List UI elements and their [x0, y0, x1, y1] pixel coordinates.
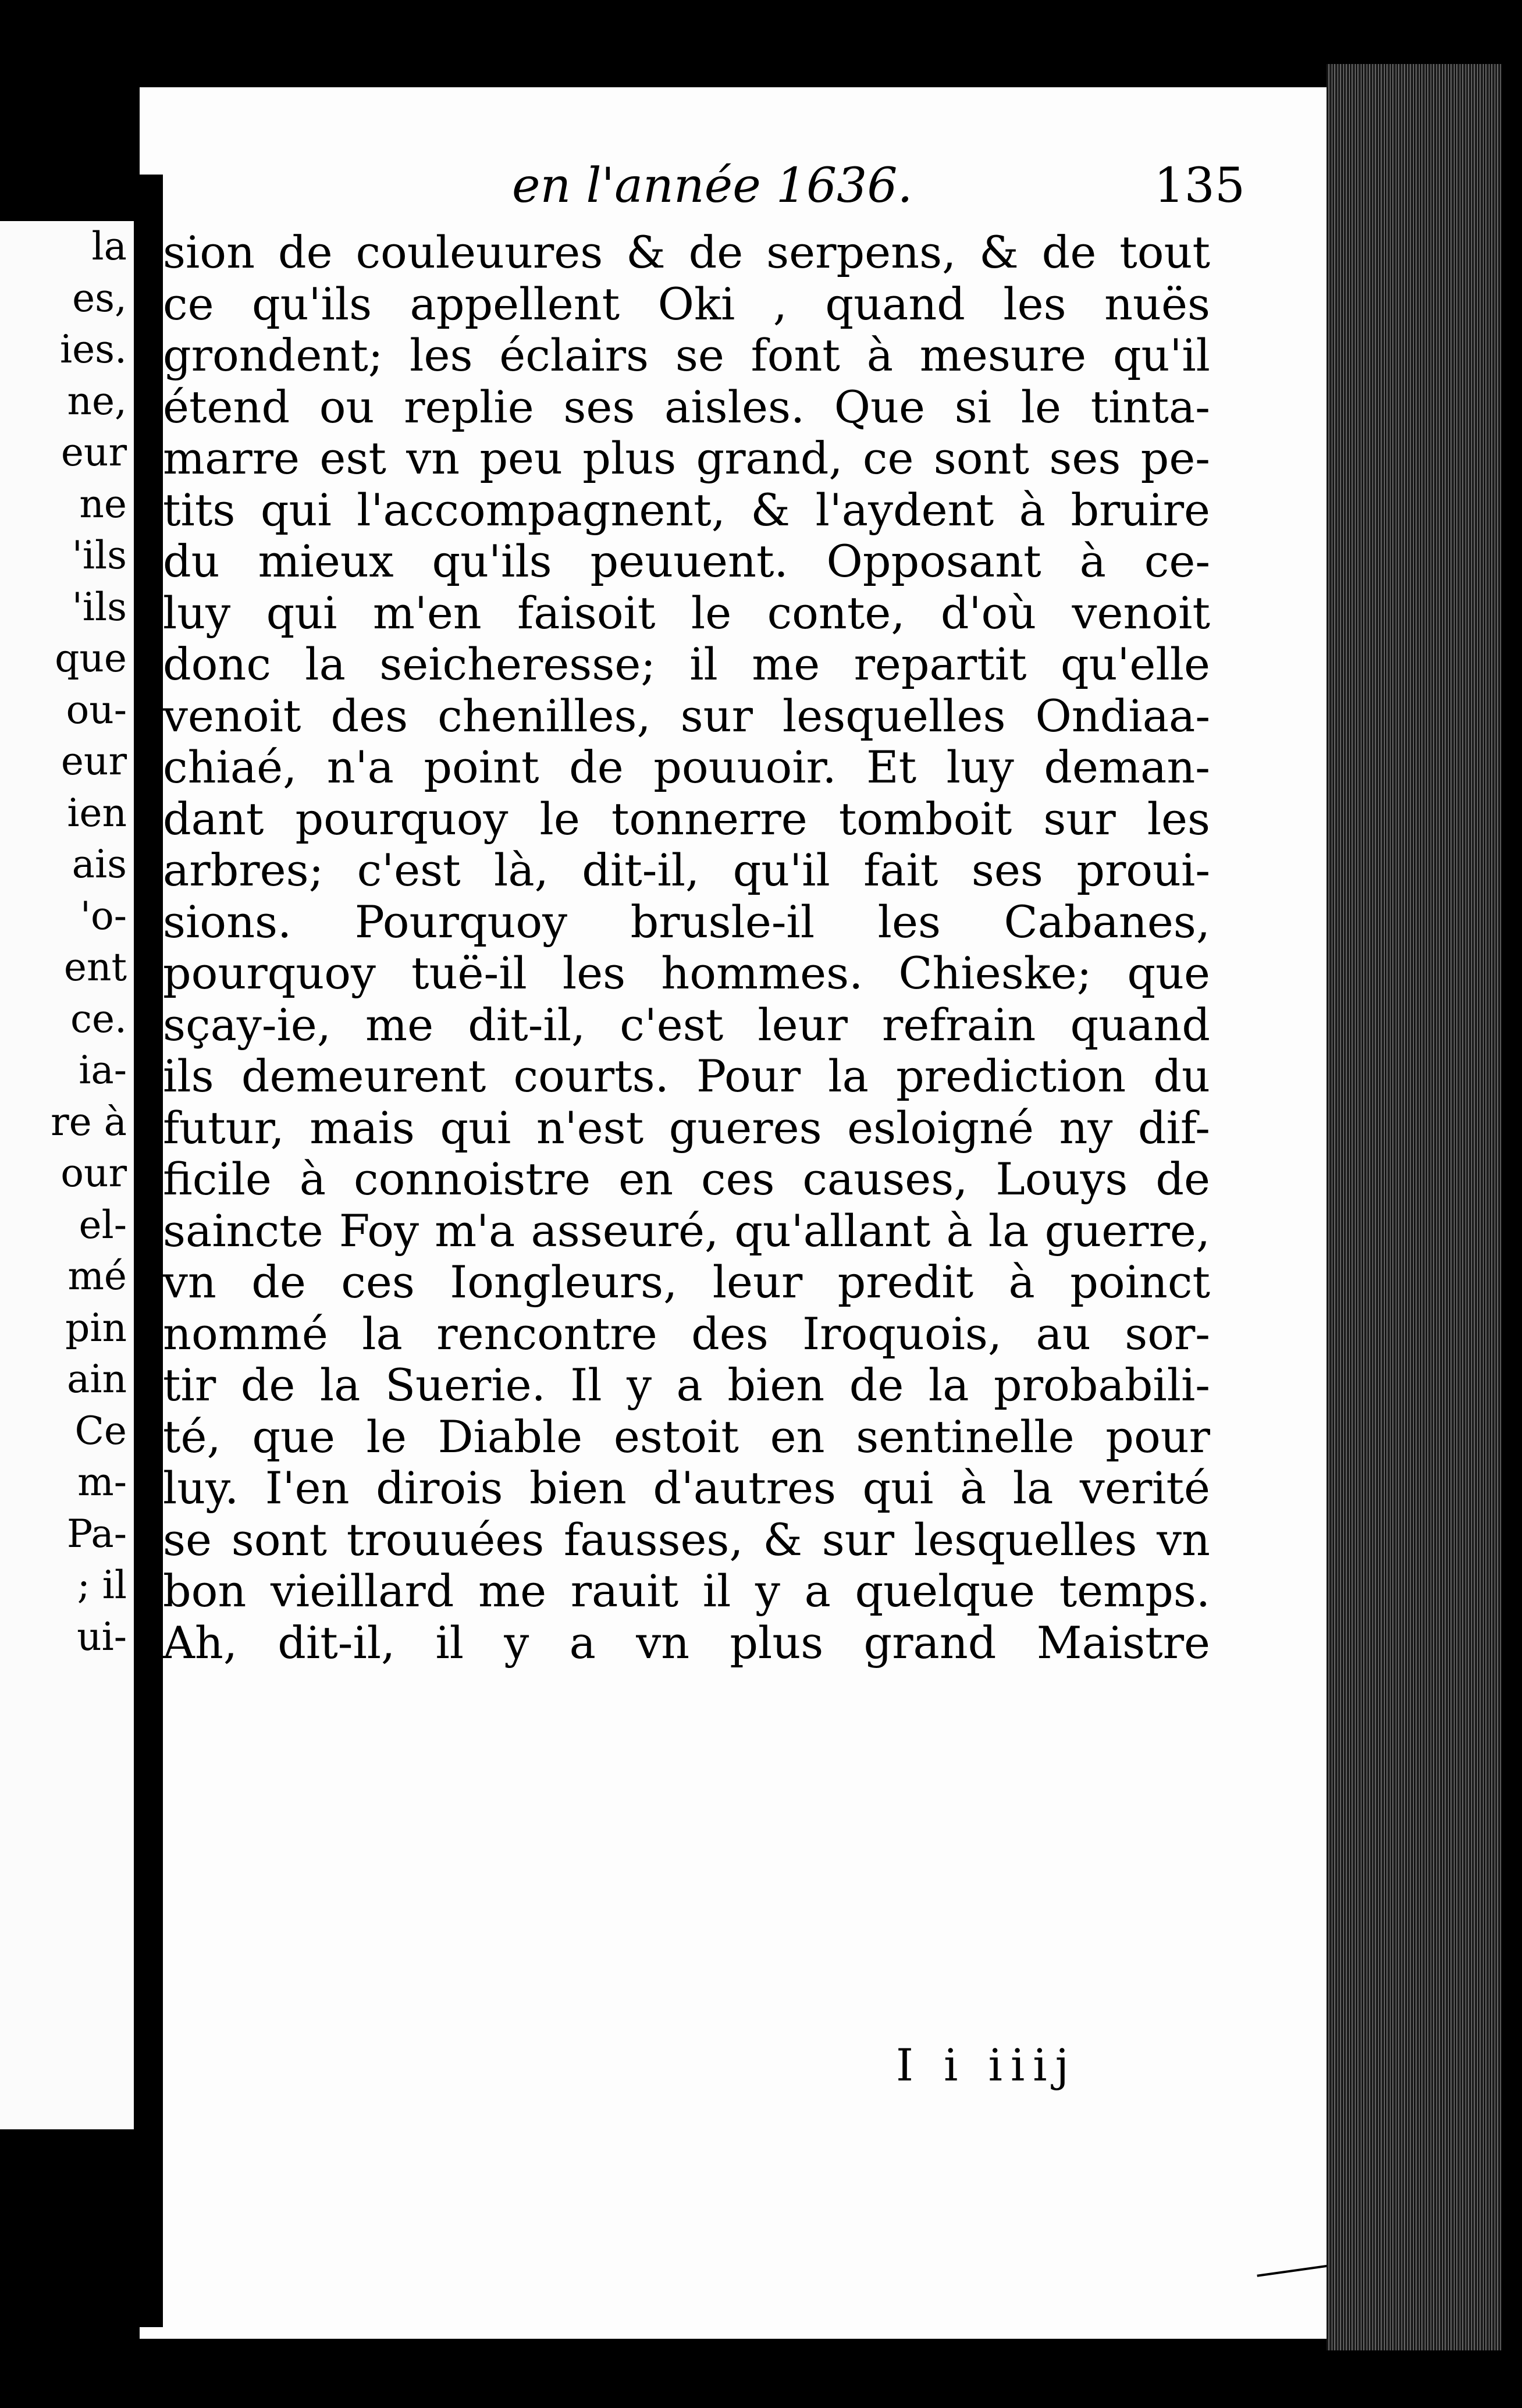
left-page-fragment: eur [61, 739, 127, 784]
left-page-fragment: es, [72, 275, 127, 321]
left-page-fragment: ia- [79, 1048, 127, 1093]
left-page-fragment: ais [72, 842, 127, 887]
text-line: luy qui m'en faisoit le conte, d'où venoit [163, 586, 1210, 639]
left-page-fragment: 'ils [72, 584, 127, 629]
text-line: tir de la Suerie. Il y a bien de la probabili- [163, 1359, 1210, 1411]
text-line: sçay-ie, me dit-il, c'est leur refrain quand [163, 998, 1210, 1051]
left-page-fragment: eur [61, 430, 127, 475]
text-line: se sont trouuées fausses, & sur lesquelles vn [163, 1513, 1210, 1566]
left-page-fragment: ; il [77, 1563, 127, 1607]
left-page-fragment: la [91, 224, 127, 269]
text-line: grondent; les éclairs se font à mesure qu'il [163, 329, 1210, 381]
text-line: luy. I'en dirois bien d'autres qui à la verité [163, 1462, 1210, 1514]
left-page-fragment: 'o- [80, 893, 127, 938]
text-line: Ah, dit-il, il y a vn plus grand Maistre [163, 1616, 1210, 1669]
text-line: sions. Pourquoy brusle-il les Cabanes, [163, 895, 1210, 948]
left-page-fragment: ou- [66, 687, 127, 732]
text-line: ce qu'ils appellent Oki , quand les nuës [163, 278, 1210, 330]
text-line: venoit des chenilles, sur lesquelles Ondiaa- [163, 689, 1210, 742]
text-line: futur, mais qui n'est gueres esloigné ny dif- [163, 1101, 1210, 1154]
text-line: pourquoy tuë-il les hommes. Chieske; que [163, 947, 1210, 999]
text-line: nommé la rencontre des Iroquois, au sor- [163, 1307, 1210, 1360]
binding-shadow [140, 175, 163, 2327]
left-page-fragment: ent [63, 945, 127, 990]
text-line: bon vieillard me rauit il y a quelque temps. [163, 1565, 1210, 1617]
text-line: marre est vn peu plus grand, ce sont ses pe- [163, 432, 1210, 484]
left-page-line-endings [51, 221, 127, 1663]
left-page-fragment: que [55, 636, 127, 681]
left-page-fragment: ies. [59, 327, 127, 372]
left-page-fragment: Ce [74, 1408, 127, 1453]
left-page-fragment: Pa- [66, 1511, 127, 1556]
left-page-fragment: 'ils [72, 533, 127, 578]
text-line: tits qui l'accompagnent, & l'aydent à bruire [163, 483, 1210, 536]
body-text [163, 227, 1210, 1669]
text-line: donc la seicheresse; il me repartit qu'elle [163, 638, 1210, 690]
book-page [140, 87, 1327, 2339]
signature-mark: I i iiij [896, 2039, 1078, 2091]
text-line: arbres; c'est là, dit-il, qu'il fait ses proui- [163, 844, 1210, 896]
text-line: té, que le Diable estoit en sentinelle pour [163, 1410, 1210, 1463]
text-line: du mieux qu'ils peuuent. Opposant à ce- [163, 535, 1210, 587]
left-page-fragment: mé [67, 1254, 127, 1299]
text-line: ficile à connoistre en ces causes, Louys de [163, 1153, 1210, 1205]
text-line: chiaé, n'a point de pouuoir. Et luy deman- [163, 741, 1210, 793]
text-line: saincte Foy m'a asseuré, qu'allant à la guerre, [163, 1204, 1210, 1257]
text-line: vn de ces Iongleurs, leur predit à poinct [163, 1256, 1210, 1308]
page-number: 135 [1154, 158, 1245, 214]
left-page-fragment: re à [51, 1099, 127, 1144]
left-page-fragment: our [61, 1151, 127, 1196]
left-page-fragment: m- [77, 1460, 127, 1504]
left-page-fragment: ui- [77, 1614, 127, 1659]
left-page-fragment: ien [67, 790, 127, 835]
left-page-fragment: ne [79, 481, 127, 527]
next-pages-edge [1327, 64, 1501, 2350]
text-line: dant pourquoy le tonnerre tomboit sur les [163, 792, 1210, 845]
running-head [442, 151, 1245, 221]
left-page-edge [0, 221, 134, 2129]
left-page-fragment: ce. [70, 996, 127, 1041]
text-line: sion de couleuures & de serpens, & de tout [163, 226, 1210, 278]
left-page-fragment: ne, [67, 378, 127, 424]
left-page-fragment: pin [65, 1305, 127, 1350]
left-page-fragment: ain [67, 1357, 127, 1402]
text-line: ils demeurent courts. Pour la prediction du [163, 1050, 1210, 1102]
text-line: étend ou replie ses aisles. Que si le tinta- [163, 380, 1210, 433]
stray-ink-mark [1257, 2263, 1338, 2277]
running-head-title: en l'année 1636. [512, 158, 913, 214]
left-page-fragment: el- [79, 1202, 127, 1247]
